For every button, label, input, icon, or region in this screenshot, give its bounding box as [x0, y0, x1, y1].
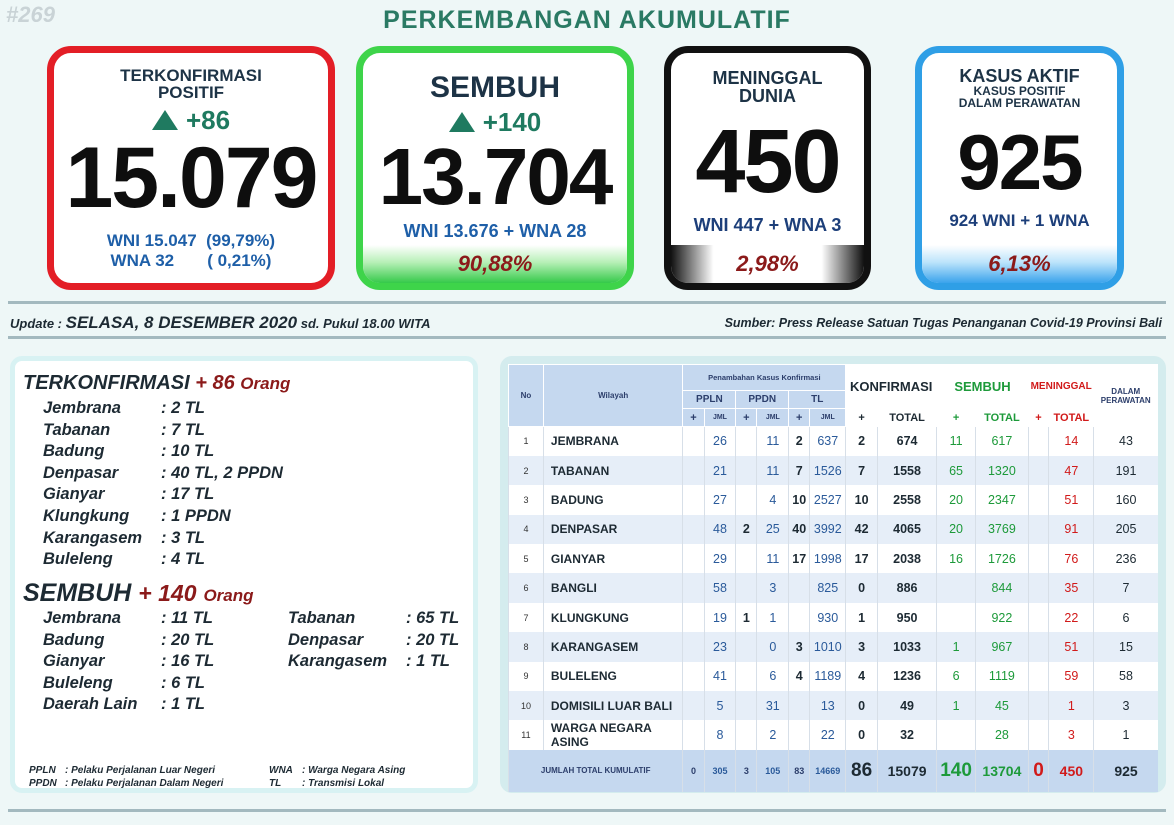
cell-j: 617: [975, 427, 1028, 456]
col-plus: +: [736, 409, 757, 427]
cell-d: 4: [757, 485, 789, 514]
table-row: [509, 603, 1158, 632]
cell-no: 2: [509, 456, 544, 485]
cell-c: [736, 662, 757, 691]
cell-c: [736, 456, 757, 485]
card-kasus-aktif: [915, 46, 1124, 290]
konf-region: Jembrana: [43, 399, 121, 417]
cell-g: 42: [846, 515, 878, 544]
cell-e: 3: [789, 632, 810, 661]
cell-d: 25: [757, 515, 789, 544]
cell-f: 13: [810, 691, 846, 720]
cell-g: 7: [846, 456, 878, 485]
sembuh-region: Daerah Lain: [43, 695, 138, 714]
cell-wilayah: GIANYAR: [543, 544, 683, 573]
cell-m: 160: [1094, 485, 1158, 514]
col-jml: JML: [810, 409, 846, 427]
cell-g: 0: [846, 691, 878, 720]
cell-l: 76: [1049, 544, 1094, 573]
sembuh-value: : 1 TL: [406, 652, 450, 671]
cell-e: [789, 691, 810, 720]
cell-f: 22: [810, 720, 846, 749]
card-value: 15.079: [65, 130, 317, 226]
table-row: [509, 632, 1158, 661]
cell-k: [1028, 573, 1048, 602]
footnote-key: WNA: [269, 765, 293, 776]
cell-k: [1028, 544, 1048, 573]
cell-e: [789, 720, 810, 749]
cell-g: 2: [846, 427, 878, 456]
cell-no: 3: [509, 485, 544, 514]
cell-j: 1320: [975, 456, 1028, 485]
cell-l: 47: [1049, 456, 1094, 485]
col-konfirmasi: KONFIRMASI: [846, 365, 937, 409]
cell-j: 1119: [975, 662, 1028, 691]
col-dalam-perawatan: DALAM PERAWATAN: [1094, 365, 1158, 427]
sembuh-region: Tabanan: [288, 609, 356, 627]
col-no: No: [509, 365, 544, 427]
cell-d: 3: [757, 573, 789, 602]
cell-e: 2: [789, 427, 810, 456]
cell-k: [1028, 485, 1048, 514]
sembuh-value: : 20 TL: [406, 630, 460, 649]
sembuh-region: Gianyar: [43, 652, 105, 671]
card-label: MENINGGAL: [712, 68, 823, 88]
cell-h: 49: [877, 691, 936, 720]
cell-h: 4065: [877, 515, 936, 544]
total-l: 450: [1049, 750, 1094, 792]
sembuh-region: Badung: [43, 630, 105, 649]
table-row: [509, 720, 1158, 749]
cell-b: 58: [704, 573, 736, 602]
total-g: 86: [846, 750, 878, 792]
cell-l: 59: [1049, 662, 1094, 691]
cell-e: 17: [789, 544, 810, 573]
cell-m: 43: [1094, 427, 1158, 456]
cell-wilayah: DENPASAR: [543, 515, 683, 544]
cell-i: [937, 720, 976, 749]
cell-k: [1028, 427, 1048, 456]
cell-wilayah: TABANAN: [543, 456, 683, 485]
total-j: 13704: [975, 750, 1028, 792]
footnote-text: : Transmisi Lokal: [302, 778, 385, 789]
card-percent: 90,88%: [363, 245, 627, 283]
footnote-key: PPDN: [29, 778, 57, 789]
cell-l: 35: [1049, 573, 1094, 602]
cell-a: [683, 691, 704, 720]
cell-a: [683, 603, 704, 632]
cell-j: 2347: [975, 485, 1028, 514]
cell-l: 51: [1049, 485, 1094, 514]
cell-d: 1: [757, 603, 789, 632]
cell-h: 2038: [877, 544, 936, 573]
total-c: 3: [736, 750, 757, 792]
cell-d: 11: [757, 427, 789, 456]
konf-value: : 40 TL, 2 PPDN: [161, 463, 283, 482]
col-tl: TL: [789, 391, 846, 409]
cell-i: 11: [937, 427, 976, 456]
cell-h: 886: [877, 573, 936, 602]
card-percent: 6,13%: [922, 245, 1117, 283]
col-ppdn: PPDN: [736, 391, 789, 409]
cell-a: [683, 662, 704, 691]
cell-d: 6: [757, 662, 789, 691]
table-row: [509, 573, 1158, 602]
total-e: 83: [789, 750, 810, 792]
cell-g: 4: [846, 662, 878, 691]
total-d: 105: [757, 750, 789, 792]
cell-k: [1028, 720, 1048, 749]
cell-c: [736, 691, 757, 720]
cell-f: 930: [810, 603, 846, 632]
cell-c: [736, 573, 757, 602]
card-label: KASUS AKTIF: [959, 66, 1080, 86]
cell-k: [1028, 603, 1048, 632]
cell-e: 40: [789, 515, 810, 544]
card-label: KASUS POSITIF: [973, 84, 1066, 98]
cell-i: 16: [937, 544, 976, 573]
cell-b: 41: [704, 662, 736, 691]
cell-no: 5: [509, 544, 544, 573]
cell-m: 58: [1094, 662, 1158, 691]
cell-l: 51: [1049, 632, 1094, 661]
cell-j: 28: [975, 720, 1028, 749]
col-jml: JML: [704, 409, 736, 427]
divider: [8, 809, 1166, 812]
total-m: 925: [1094, 750, 1158, 792]
cell-l: 91: [1049, 515, 1094, 544]
sembuh-value: : 1 TL: [161, 695, 205, 714]
cell-k: [1028, 691, 1048, 720]
konf-region: Tabanan: [43, 420, 111, 439]
card-value: 925: [957, 118, 1082, 206]
cell-wilayah: BANGLI: [543, 573, 683, 602]
cell-e: 4: [789, 662, 810, 691]
konf-region: Buleleng: [43, 550, 113, 569]
konf-region: Badung: [43, 442, 105, 461]
cell-m: 3: [1094, 691, 1158, 720]
cell-b: 48: [704, 515, 736, 544]
source-note: Sumber: Press Release Satuan Tugas Penanganan Covid-19 Provinsi Bali: [724, 316, 1162, 330]
cell-i: [937, 603, 976, 632]
table-row: [509, 691, 1158, 720]
footnote-text: : Pelaku Perjalanan Dalam Negeri: [65, 778, 224, 789]
col-plus: +: [1028, 409, 1048, 427]
cell-f: 1526: [810, 456, 846, 485]
cell-e: 7: [789, 456, 810, 485]
sembuh-value: : 11 TL: [161, 609, 213, 627]
card-sub: WNI 13.676 + WNA 28: [403, 221, 587, 241]
col-sembuh: SEMBUH: [937, 365, 1029, 409]
col-plus: +: [789, 409, 810, 427]
cell-k: [1028, 515, 1048, 544]
cell-a: [683, 720, 704, 749]
cell-l: 22: [1049, 603, 1094, 632]
cell-d: 2: [757, 720, 789, 749]
total-h: 15079: [877, 750, 936, 792]
cell-no: 6: [509, 573, 544, 602]
col-meninggal: MENINGGAL: [1028, 365, 1094, 409]
cell-k: [1028, 456, 1048, 485]
cell-a: [683, 515, 704, 544]
cell-h: 1558: [877, 456, 936, 485]
cell-b: 23: [704, 632, 736, 661]
cell-f: 1010: [810, 632, 846, 661]
card-label: TERKONFIRMASI: [120, 66, 262, 85]
cell-m: 1: [1094, 720, 1158, 749]
cell-m: 191: [1094, 456, 1158, 485]
konf-value: : 4 TL: [161, 550, 205, 569]
cases-table: [508, 364, 1158, 792]
cell-e: [789, 603, 810, 632]
cell-c: [736, 544, 757, 573]
col-jml: JML: [757, 409, 789, 427]
cell-g: 1: [846, 603, 878, 632]
cell-f: 637: [810, 427, 846, 456]
cell-wilayah: DOMISILI LUAR BALI: [543, 691, 683, 720]
sembuh-heading: SEMBUH + 140 Orang: [23, 579, 254, 607]
konf-value: : 7 TL: [161, 420, 205, 439]
page-title: PERKEMBANGAN AKUMULATIF: [383, 6, 791, 34]
table-row: [509, 544, 1158, 573]
card-value: 450: [695, 112, 840, 212]
cell-l: 3: [1049, 720, 1094, 749]
cell-b: 8: [704, 720, 736, 749]
summary-panel: [10, 356, 478, 793]
total-b: 305: [704, 750, 736, 792]
cell-d: 31: [757, 691, 789, 720]
cell-c: [736, 485, 757, 514]
cell-j: 922: [975, 603, 1028, 632]
footnote-key: TL: [269, 778, 282, 789]
cell-j: 45: [975, 691, 1028, 720]
cell-a: [683, 544, 704, 573]
cell-wilayah: KLUNGKUNG: [543, 603, 683, 632]
col-penambahan: Penambahan Kasus Konfirmasi: [683, 365, 846, 391]
cell-m: 6: [1094, 603, 1158, 632]
cell-g: 17: [846, 544, 878, 573]
cell-m: 7: [1094, 573, 1158, 602]
cell-k: [1028, 662, 1048, 691]
konfirmasi-heading: TERKONFIRMASI + 86 Orang: [23, 372, 291, 394]
cell-b: 26: [704, 427, 736, 456]
cell-no: 10: [509, 691, 544, 720]
cell-l: 1: [1049, 691, 1094, 720]
col-total: TOTAL: [877, 409, 936, 427]
card-meninggal-dunia: [664, 46, 871, 290]
cell-no: 9: [509, 662, 544, 691]
table-row: [509, 485, 1158, 514]
konf-region: Klungkung: [43, 507, 130, 525]
cell-g: 0: [846, 573, 878, 602]
cell-g: 0: [846, 720, 878, 749]
cell-i: [937, 573, 976, 602]
table-row: [509, 515, 1158, 544]
konf-region: Gianyar: [43, 485, 105, 504]
card-value: 13.704: [378, 132, 612, 221]
cell-e: [789, 573, 810, 602]
footnote-text: : Pelaku Perjalanan Luar Negeri: [65, 765, 216, 776]
cell-e: 10: [789, 485, 810, 514]
col-plus: +: [683, 409, 704, 427]
col-wilayah: Wilayah: [543, 365, 683, 427]
total-a: 0: [683, 750, 704, 792]
cell-no: 11: [509, 720, 544, 749]
konf-value: : 2 TL: [161, 399, 205, 417]
update-line: Update : SELASA, 8 DESEMBER 2020 sd. Pukul 18.00 WITA: [10, 313, 431, 332]
cell-a: [683, 427, 704, 456]
sembuh-region: Jembrana: [43, 609, 121, 627]
cell-f: 2527: [810, 485, 846, 514]
cell-f: 3992: [810, 515, 846, 544]
cell-h: 950: [877, 603, 936, 632]
sembuh-region: Buleleng: [43, 673, 113, 692]
sembuh-value: : 6 TL: [161, 673, 205, 692]
divider: [8, 301, 1166, 304]
cell-d: 11: [757, 456, 789, 485]
cell-l: 14: [1049, 427, 1094, 456]
card-wni: WNI 15.047 (99,79%): [106, 231, 276, 250]
card-percent: 2,98%: [671, 245, 864, 283]
total-f: 14669: [810, 750, 846, 792]
cell-d: 11: [757, 544, 789, 573]
cell-no: 8: [509, 632, 544, 661]
cell-j: 1726: [975, 544, 1028, 573]
cell-c: 1: [736, 603, 757, 632]
cell-c: [736, 632, 757, 661]
arrow-up-icon: [449, 112, 475, 132]
cell-j: 3769: [975, 515, 1028, 544]
cell-h: 674: [877, 427, 936, 456]
cell-no: 7: [509, 603, 544, 632]
footnote-text: : Warga Negara Asing: [302, 765, 406, 776]
cell-i: 65: [937, 456, 976, 485]
card-wna: WNA 32 ( 0,21%): [110, 251, 272, 270]
total-row: [509, 750, 1158, 792]
cell-b: 29: [704, 544, 736, 573]
sembuh-region: Karangasem: [288, 652, 388, 671]
sembuh-value: : 20 TL: [161, 630, 215, 649]
cell-b: 5: [704, 691, 736, 720]
col-plus: +: [937, 409, 976, 427]
cell-a: [683, 632, 704, 661]
arrow-up-icon: [152, 110, 178, 130]
cell-m: 236: [1094, 544, 1158, 573]
konf-value: : 17 TL: [161, 485, 215, 504]
cell-wilayah: KARANGASEM: [543, 632, 683, 661]
cell-m: 15: [1094, 632, 1158, 661]
card-label: POSITIF: [157, 83, 225, 102]
cell-m: 205: [1094, 515, 1158, 544]
total-k: 0: [1028, 750, 1048, 792]
col-total: TOTAL: [975, 409, 1028, 427]
cell-i: 1: [937, 632, 976, 661]
cell-d: 0: [757, 632, 789, 661]
card-sub: 924 WNI + 1 WNA: [949, 211, 1090, 230]
konf-value: : 1 PPDN: [161, 507, 231, 525]
cell-a: [683, 485, 704, 514]
sembuh-region: Denpasar: [288, 630, 364, 649]
cell-f: 1189: [810, 662, 846, 691]
col-plus: +: [846, 409, 878, 427]
cell-a: [683, 573, 704, 602]
cell-wilayah: JEMBRANA: [543, 427, 683, 456]
konf-value: : 3 TL: [161, 528, 205, 547]
cell-no: 1: [509, 427, 544, 456]
cell-h: 1236: [877, 662, 936, 691]
table-row: [509, 456, 1158, 485]
cell-f: 825: [810, 573, 846, 602]
total-i: 140: [937, 750, 976, 792]
cell-g: 3: [846, 632, 878, 661]
sembuh-value: : 16 TL: [161, 652, 215, 671]
card-label: SEMBUH: [429, 71, 560, 104]
cell-wilayah: WARGA NEGARA ASING: [543, 720, 683, 749]
cell-j: 844: [975, 573, 1028, 602]
cell-h: 2558: [877, 485, 936, 514]
table-panel: [500, 356, 1166, 793]
cell-i: 6: [937, 662, 976, 691]
card-delta: +140: [363, 109, 627, 135]
table-row: [509, 662, 1158, 691]
cell-b: 27: [704, 485, 736, 514]
table-row: [509, 427, 1158, 456]
cell-c: 2: [736, 515, 757, 544]
card-sub: WNI 447 + WNA 3: [693, 215, 842, 235]
col-total: TOTAL: [1049, 409, 1094, 427]
card-delta: +86: [54, 107, 328, 133]
card-label: DALAM PERAWATAN: [958, 96, 1081, 110]
cell-j: 967: [975, 632, 1028, 661]
card-terkonfirmasi-positif: [47, 46, 335, 290]
konf-region: Karangasem: [43, 528, 143, 547]
cell-h: 32: [877, 720, 936, 749]
card-sembuh: [356, 46, 634, 290]
poster-number: #269: [6, 2, 55, 27]
konf-value: : 10 TL: [161, 442, 215, 461]
cell-c: [736, 427, 757, 456]
cell-c: [736, 720, 757, 749]
cell-b: 19: [704, 603, 736, 632]
cell-wilayah: BULELENG: [543, 662, 683, 691]
cell-h: 1033: [877, 632, 936, 661]
cell-i: 20: [937, 485, 976, 514]
footnote-key: PPLN: [29, 765, 56, 776]
cell-f: 1998: [810, 544, 846, 573]
cell-a: [683, 456, 704, 485]
cell-no: 4: [509, 515, 544, 544]
card-label: DUNIA: [739, 86, 796, 106]
cell-i: 1: [937, 691, 976, 720]
sembuh-value: : 65 TL: [406, 609, 460, 627]
cell-b: 21: [704, 456, 736, 485]
cell-i: 20: [937, 515, 976, 544]
divider: [8, 336, 1166, 339]
cell-g: 10: [846, 485, 878, 514]
cell-k: [1028, 632, 1048, 661]
col-ppln: PPLN: [683, 391, 736, 409]
cell-wilayah: BADUNG: [543, 485, 683, 514]
konf-region: Denpasar: [43, 463, 119, 482]
total-label: JUMLAH TOTAL KUMULATIF: [509, 750, 683, 792]
